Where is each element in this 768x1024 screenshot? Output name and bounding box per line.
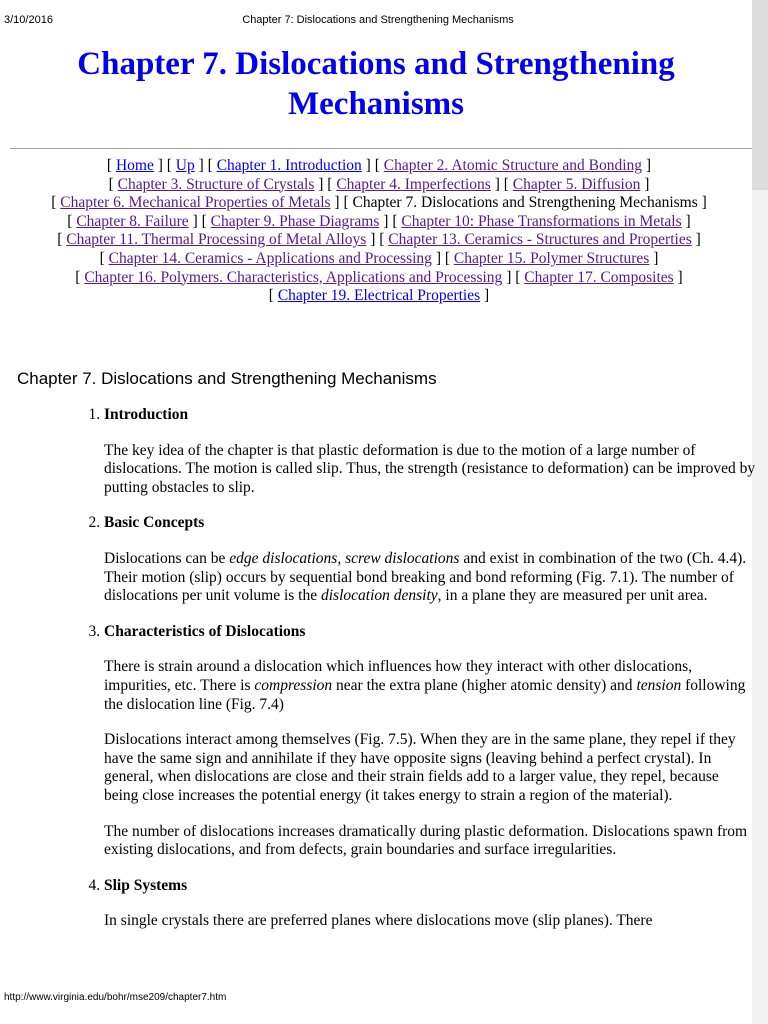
page-title: Chapter 7. Dislocations and Strengthening Mechanisms xyxy=(77,46,675,122)
print-date: 3/10/2016 xyxy=(4,14,53,26)
subsection-title: 3. Characteristics of Dislocations xyxy=(104,622,306,640)
emphasis-term: edge dislocations, screw dislocations xyxy=(229,549,460,567)
nav-link-4[interactable]: Chapter 3. Structure of Crystals xyxy=(117,175,315,193)
nav-link-10[interactable]: Chapter 9. Phase Diagrams xyxy=(210,212,380,230)
nav-link-9[interactable]: Chapter 8. Failure xyxy=(76,212,189,230)
text-run: In single crystals there are preferred planes where dislocations move (slip planes). There xyxy=(104,912,653,930)
chapter-nav: [ Home ] [ Up ] [ Chapter 1. Introduction ] [ Chapter 2. Atomic Structure and Bonding ] [ Chapter 3. Structure of Crystals ] [ Chapter 4. Imperfections ] [ Chapter 5. Diffusion ] [ Chapter 6. Mechanical Properties of Metals ] [ Chapter 7. Dislocations and Strengthening Mechanisms ] [ Chapter 8. Failure ] [ Chapter 9. Phase Diagrams ] [ Chapter 10: Phase Transformations in Metals ] [ Chapter 11. Thermal Processing of Metal Alloys ] [ Chapter 13. Ceramics - Structures and Properties ] [ Chapter 14. Ceramics - Applications and Processing ] [ Chapter 15. Polymer Structures ] [ Chapter 16. Polymers. Characteristics, Applications and Processing ] [ Chapter 17. Composites ] [ Chapter 19. Electrical Properties ] xyxy=(51,157,707,305)
text-run: Dislocations can be xyxy=(104,549,230,567)
subsection-title: 4. Slip Systems xyxy=(104,876,188,894)
nav-link-7[interactable]: Chapter 6. Mechanical Properties of Metals xyxy=(60,194,331,212)
divider xyxy=(10,148,752,149)
nav-link-6[interactable]: Chapter 5. Diffusion xyxy=(512,175,641,193)
emphasis-term: tension xyxy=(636,676,682,694)
nav-link-3[interactable]: Chapter 2. Atomic Structure and Bonding xyxy=(383,157,643,174)
subsection-title: 1. Introduction xyxy=(104,406,189,423)
nav-link-5[interactable]: Chapter 4. Imperfections xyxy=(336,175,491,193)
print-footer-url: http://www.virginia.edu/bohr/mse209/chapter7.htm xyxy=(4,992,227,1003)
text-run: The key idea of the chapter is that plastic deformation is due to the motion of a large number of dislocations. The motion is called slip. Thus, the strength (resistance to deformation) can be improved by putting obstacles to slip. xyxy=(104,441,756,496)
section-item xyxy=(104,623,756,860)
section-heading: Chapter 7. Dislocations and Strengthening Mechanisms xyxy=(17,369,437,388)
emphasis-term: dislocation density xyxy=(320,587,438,605)
nav-link-17[interactable]: Chapter 17. Composites xyxy=(524,268,674,286)
nav-link-0[interactable]: Home xyxy=(115,157,154,174)
nav-current-chapter: Chapter 7. Dislocations and Strengthening Mechanisms xyxy=(352,194,698,212)
paragraph xyxy=(104,912,756,931)
section-item xyxy=(104,877,756,931)
nav-link-11[interactable]: Chapter 10: Phase Transformations in Metals xyxy=(401,212,682,230)
nav-link-13[interactable]: Chapter 13. Ceramics - Structures and Properties xyxy=(388,231,692,249)
paragraph xyxy=(104,658,756,714)
section-list xyxy=(86,406,756,931)
section-item xyxy=(104,406,756,497)
paragraph xyxy=(104,550,756,606)
text-run: Dislocations interact among themselves (Fig. 7.5). When they are in the same plane, they repel if they have the same sign and annihilate if they have opposite signs (leaving behind a perfect crystal). In general, when dislocations are close and their strain fields add to a larger value, they repel, because being close increases the potential energy (it takes energy to strain a region of the material). xyxy=(104,731,736,804)
section-item xyxy=(104,514,756,605)
text-run: The number of dislocations increases dramatically during plastic deformation. Dislocations spawn from existing dislocations, and from defects, grain boundaries and surface irregularities. xyxy=(104,822,748,859)
subsection-title: 2. Basic Concepts xyxy=(104,514,205,532)
text-run: following the dislocation line (Fig. 7.4) xyxy=(104,676,746,713)
paragraph xyxy=(104,442,756,498)
paragraph xyxy=(104,823,756,860)
nav-link-15[interactable]: Chapter 15. Polymer Structures xyxy=(453,249,650,267)
emphasis-term: compression xyxy=(254,676,333,694)
text-run: and exist in combination of the two (Ch. 4.4). Their motion (slip) occurs by sequential bond breaking and bond reforming (Fig. 7.1). The number of dislocations per unit volume is the xyxy=(104,549,747,605)
nav-link-2[interactable]: Chapter 1. Introduction xyxy=(216,157,362,174)
nav-link-12[interactable]: Chapter 11. Thermal Processing of Metal Alloys xyxy=(66,231,367,249)
paragraph xyxy=(104,731,756,805)
nav-link-14[interactable]: Chapter 14. Ceramics - Applications and Processing xyxy=(108,249,432,267)
print-title: Chapter 7: Dislocations and Strengthening Mechanisms xyxy=(242,14,514,26)
text-run: There is strain around a dislocation which influences how they interact with other dislocations, impurities, etc. There is xyxy=(104,658,692,694)
nav-link-18[interactable]: Chapter 19. Electrical Properties xyxy=(277,287,481,305)
text-run: , in a plane they are measured per unit area. xyxy=(437,587,708,605)
nav-link-1[interactable]: Up xyxy=(175,157,195,174)
chapter-content xyxy=(86,406,756,948)
nav-link-16[interactable]: Chapter 16. Polymers. Characteristics, Applications and Processing xyxy=(84,268,503,286)
scrollbar-thumb[interactable] xyxy=(752,0,768,190)
text-run: near the extra plane (higher atomic density) and xyxy=(332,676,637,694)
